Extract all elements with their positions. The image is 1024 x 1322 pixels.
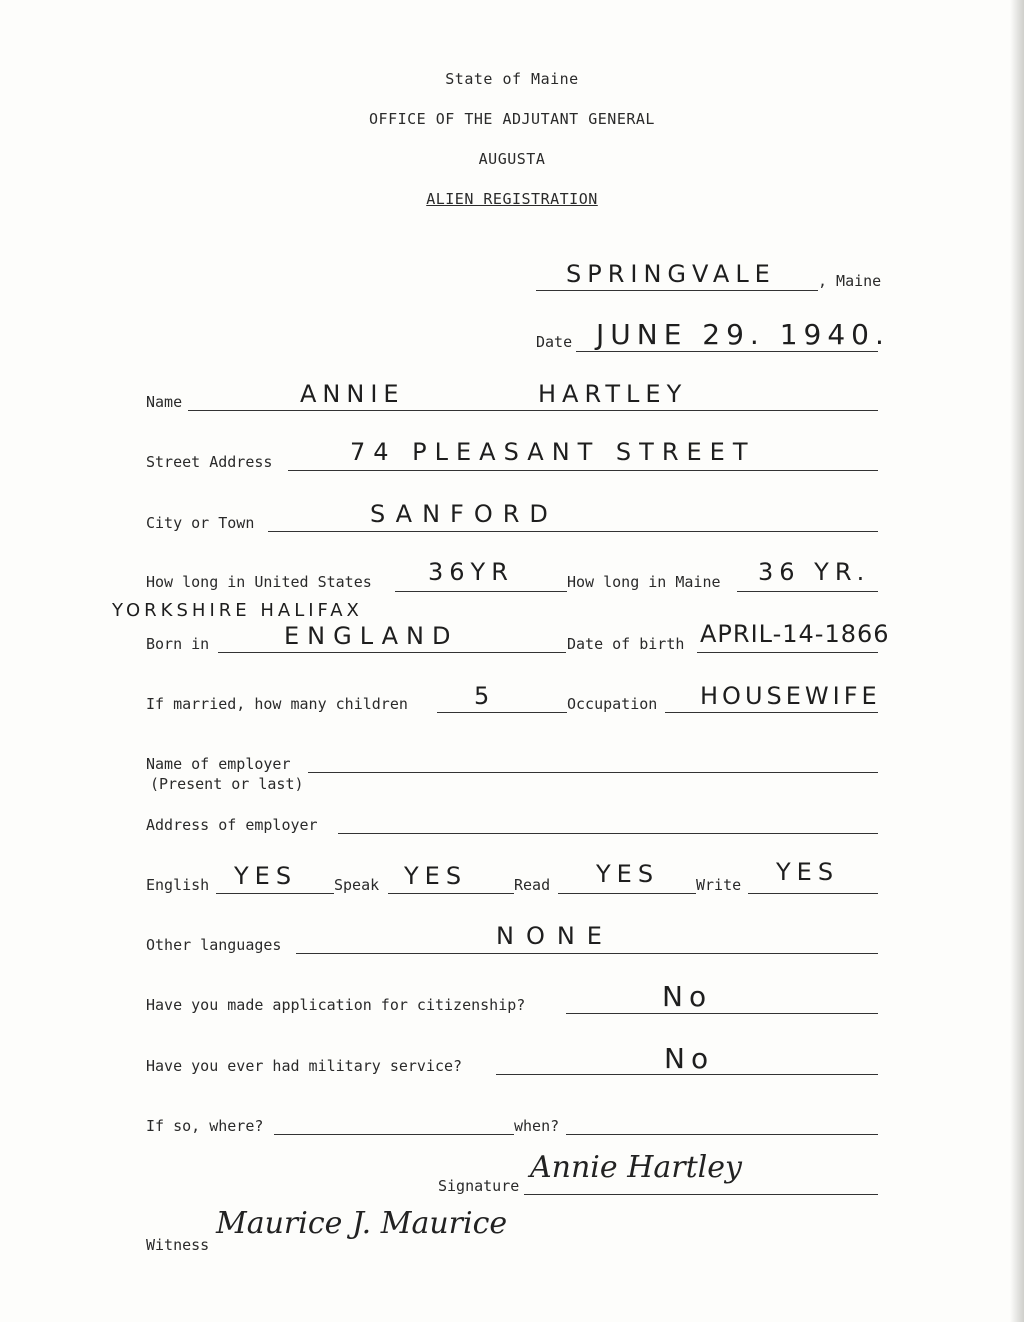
read-value: YES [596, 860, 660, 888]
citizenship-line [566, 1013, 878, 1014]
date-line [576, 351, 878, 352]
city-label: City or Town [146, 514, 255, 532]
speak-line [388, 893, 514, 894]
place-line [536, 290, 818, 291]
signature-value: Annie Hartley [530, 1150, 742, 1185]
signature-label: Signature [438, 1177, 520, 1195]
english-value: YES [234, 862, 298, 890]
street-value: 74 PLEASANT STREET [350, 438, 756, 466]
english-line [216, 893, 334, 894]
name-label: Name [146, 393, 183, 411]
dob-line [697, 652, 878, 653]
read-label: Read [514, 876, 551, 894]
dob-value: APRIL-14-1866 [700, 620, 890, 648]
signature-line [524, 1194, 878, 1195]
read-line [558, 893, 696, 894]
write-value: YES [776, 858, 840, 886]
employer-sublabel: (Present or last) [150, 775, 304, 793]
dob-label: Date of birth [567, 635, 685, 653]
name-first: ANNIE [300, 380, 405, 408]
header-office: OFFICE OF THE ADJUTANT GENERAL [369, 110, 655, 128]
name-last: HARTLEY [538, 380, 688, 408]
other-languages-line [296, 953, 878, 954]
born-in-label: Born in [146, 635, 210, 653]
place-value: SPRINGVALE [566, 260, 776, 288]
children-label: If married, how many children [146, 695, 408, 713]
if-so-line [274, 1134, 514, 1135]
form-title: ALIEN REGISTRATION [426, 190, 598, 208]
born-in-value: ENGLAND [284, 622, 459, 650]
how-long-maine-label: How long in Maine [567, 573, 721, 591]
when-line [566, 1134, 878, 1135]
witness-label: Witness [146, 1236, 210, 1254]
occupation-label: Occupation [567, 695, 658, 713]
header-city: AUGUSTA [478, 150, 546, 168]
employer-address-line [338, 833, 878, 834]
citizenship-value: No [662, 980, 713, 1013]
other-languages-label: Other languages [146, 936, 282, 954]
speak-value: YES [404, 862, 468, 890]
military-label: Have you ever had military service? [146, 1057, 463, 1075]
write-line [748, 893, 878, 894]
children-value: 5 [474, 682, 496, 710]
speak-label: Speak [334, 876, 380, 894]
how-long-maine-line [737, 591, 878, 592]
english-label: English [146, 876, 210, 894]
street-line [288, 470, 878, 471]
how-long-maine-value: 36 YR. [758, 558, 871, 586]
born-note: YORKSHIRE HALIFAX [112, 600, 363, 621]
write-label: Write [696, 876, 742, 894]
citizenship-label: Have you made application for citizenship? [146, 996, 526, 1014]
other-languages-value: NONE [496, 922, 614, 950]
employer-line [308, 772, 878, 773]
employer-label: Name of employer [146, 755, 291, 773]
witness-value: Maurice J. Maurice [216, 1206, 508, 1241]
name-line [188, 410, 878, 411]
date-label: Date [536, 333, 573, 351]
born-in-line [218, 652, 566, 653]
header-state: State of Maine [445, 70, 579, 88]
military-value: No [664, 1042, 715, 1075]
date-value: JUNE 29. 1940. [596, 318, 890, 351]
occupation-line [665, 712, 878, 713]
children-line [437, 712, 567, 713]
place-suffix: , Maine [818, 272, 882, 290]
how-long-us-value: 36YR [428, 558, 514, 586]
employer-address-label: Address of employer [146, 816, 318, 834]
street-label: Street Address [146, 453, 273, 471]
city-line [268, 531, 878, 532]
how-long-us-label: How long in United States [146, 573, 372, 591]
if-so-label: If so, where? [146, 1117, 264, 1135]
how-long-us-line [395, 591, 567, 592]
occupation-value: HOUSEWIFE [700, 682, 881, 710]
when-label: when? [514, 1117, 560, 1135]
city-value: SANFORD [370, 500, 558, 528]
